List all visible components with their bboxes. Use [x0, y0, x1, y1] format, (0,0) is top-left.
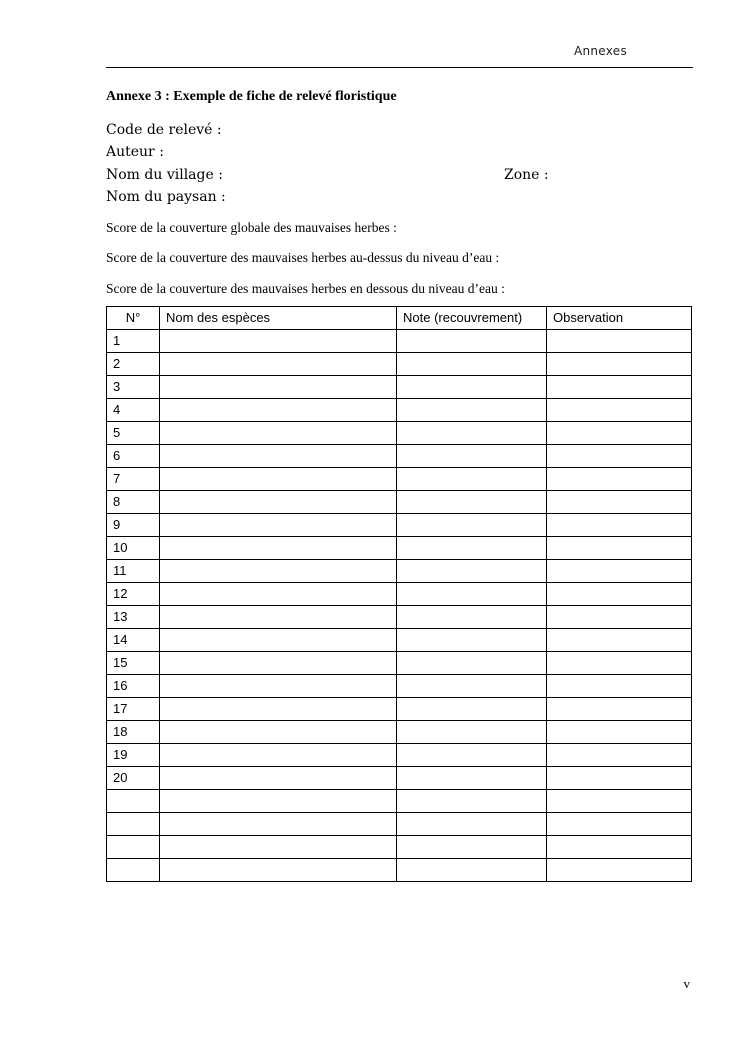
cell-observation[interactable] — [547, 790, 692, 813]
table-row — [107, 537, 692, 560]
table-row — [107, 560, 692, 583]
table-row — [107, 767, 692, 790]
cell-observation[interactable] — [547, 330, 692, 353]
table-row — [107, 744, 692, 767]
table-row — [107, 836, 692, 859]
cell-num: 11 — [107, 560, 160, 583]
cell-observation[interactable] — [547, 514, 692, 537]
cell-observation[interactable] — [547, 560, 692, 583]
cell-num: 9 — [107, 514, 160, 537]
table-row — [107, 652, 692, 675]
table-row — [107, 491, 692, 514]
cell-num — [107, 790, 160, 813]
table-header-row — [107, 307, 692, 330]
cell-observation[interactable] — [547, 813, 692, 836]
cell-num: 4 — [107, 399, 160, 422]
cell-observation[interactable] — [547, 468, 692, 491]
cell-num: 19 — [107, 744, 160, 767]
cell-num — [107, 813, 160, 836]
table-body — [107, 330, 692, 882]
cell-note[interactable] — [397, 675, 547, 698]
table-row — [107, 813, 692, 836]
cell-note[interactable] — [397, 721, 547, 744]
cell-species[interactable] — [160, 330, 397, 353]
cell-num — [107, 836, 160, 859]
cell-note[interactable] — [397, 445, 547, 468]
cell-species[interactable] — [160, 859, 397, 882]
table-row — [107, 445, 692, 468]
table-row — [107, 583, 692, 606]
cell-observation[interactable] — [547, 399, 692, 422]
running-header: Annexes — [573, 44, 627, 58]
cell-num: 6 — [107, 445, 160, 468]
table-row — [107, 629, 692, 652]
cell-observation[interactable] — [547, 491, 692, 514]
cell-num: 18 — [107, 721, 160, 744]
cell-observation[interactable] — [547, 836, 692, 859]
cell-num: 8 — [107, 491, 160, 514]
cell-note[interactable] — [397, 514, 547, 537]
col-header-num: N° — [107, 307, 160, 330]
page-number: v — [683, 976, 690, 991]
cell-note[interactable] — [397, 491, 547, 514]
cell-observation[interactable] — [547, 652, 692, 675]
cell-note[interactable] — [397, 330, 547, 353]
header-divider — [106, 67, 693, 68]
table-row — [107, 353, 692, 376]
cell-species[interactable] — [160, 698, 397, 721]
cell-num: 15 — [107, 652, 160, 675]
cell-num: 1 — [107, 330, 160, 353]
cell-species[interactable] — [160, 836, 397, 859]
cell-observation[interactable] — [547, 744, 692, 767]
cell-note[interactable] — [397, 399, 547, 422]
cell-num: 16 — [107, 675, 160, 698]
cell-observation[interactable] — [547, 422, 692, 445]
cell-num: 12 — [107, 583, 160, 606]
cell-note[interactable] — [397, 859, 547, 882]
cell-observation[interactable] — [547, 537, 692, 560]
cell-note[interactable] — [397, 353, 547, 376]
cell-species[interactable] — [160, 583, 397, 606]
cell-num — [107, 859, 160, 882]
cell-note[interactable] — [397, 790, 547, 813]
cell-note[interactable] — [397, 560, 547, 583]
cell-note[interactable] — [397, 422, 547, 445]
cell-note[interactable] — [397, 744, 547, 767]
cell-observation[interactable] — [547, 698, 692, 721]
cell-num: 17 — [107, 698, 160, 721]
field-paysan: Nom du paysan : — [106, 189, 226, 205]
cell-species[interactable] — [160, 353, 397, 376]
table-row — [107, 859, 692, 882]
cell-note[interactable] — [397, 606, 547, 629]
cell-species[interactable] — [160, 422, 397, 445]
cell-observation[interactable] — [547, 445, 692, 468]
cell-species[interactable] — [160, 445, 397, 468]
annex-title: Annexe 3 : Exemple de fiche de relevé floristique — [106, 89, 397, 104]
cell-species[interactable] — [160, 468, 397, 491]
cell-note[interactable] — [397, 537, 547, 560]
cell-species[interactable] — [160, 675, 397, 698]
cell-species[interactable] — [160, 514, 397, 537]
cell-species[interactable] — [160, 491, 397, 514]
score-dessus: Score de la couverture des mauvaises herbes au-dessus du niveau d’eau : — [106, 250, 500, 265]
col-header-observation: Observation — [547, 307, 692, 330]
cell-species[interactable] — [160, 790, 397, 813]
cell-note[interactable] — [397, 629, 547, 652]
cell-species[interactable] — [160, 744, 397, 767]
cell-num: 3 — [107, 376, 160, 399]
cell-note[interactable] — [397, 468, 547, 491]
table-row — [107, 399, 692, 422]
cell-species[interactable] — [160, 537, 397, 560]
cell-observation[interactable] — [547, 721, 692, 744]
cell-note[interactable] — [397, 583, 547, 606]
cell-observation[interactable] — [547, 583, 692, 606]
score-dessous: Score de la couverture des mauvaises herbes en dessous du niveau d’eau : — [106, 281, 505, 296]
table-row — [107, 721, 692, 744]
cell-species[interactable] — [160, 629, 397, 652]
table-row — [107, 330, 692, 353]
table-row — [107, 698, 692, 721]
table-row — [107, 514, 692, 537]
cell-observation[interactable] — [547, 675, 692, 698]
field-zone: Zone : — [504, 167, 549, 183]
cell-species[interactable] — [160, 721, 397, 744]
col-header-note: Note (recouvrement) — [397, 307, 547, 330]
cell-species[interactable] — [160, 652, 397, 675]
cell-num: 7 — [107, 468, 160, 491]
table-row — [107, 376, 692, 399]
cell-species[interactable] — [160, 399, 397, 422]
cell-species[interactable] — [160, 376, 397, 399]
cell-note[interactable] — [397, 652, 547, 675]
cell-species[interactable] — [160, 767, 397, 790]
field-village: Nom du village : — [106, 167, 223, 183]
cell-observation[interactable] — [547, 767, 692, 790]
cell-num: 14 — [107, 629, 160, 652]
cell-num: 13 — [107, 606, 160, 629]
cell-species[interactable] — [160, 813, 397, 836]
table-row — [107, 790, 692, 813]
cell-observation[interactable] — [547, 859, 692, 882]
cell-num: 5 — [107, 422, 160, 445]
col-header-species: Nom des espèces — [160, 307, 397, 330]
score-globale: Score de la couverture globale des mauvaises herbes : — [106, 220, 397, 235]
cell-observation[interactable] — [547, 353, 692, 376]
cell-note[interactable] — [397, 698, 547, 721]
cell-note[interactable] — [397, 836, 547, 859]
table-row — [107, 606, 692, 629]
cell-num: 2 — [107, 353, 160, 376]
cell-num: 20 — [107, 767, 160, 790]
cell-observation[interactable] — [547, 606, 692, 629]
cell-observation[interactable] — [547, 376, 692, 399]
releve-table — [106, 306, 692, 882]
cell-note[interactable] — [397, 376, 547, 399]
cell-species[interactable] — [160, 560, 397, 583]
field-auteur: Auteur : — [106, 144, 164, 160]
field-code-releve: Code de relevé : — [106, 122, 222, 138]
table-row — [107, 468, 692, 491]
cell-observation[interactable] — [547, 629, 692, 652]
table-row — [107, 422, 692, 445]
cell-species[interactable] — [160, 606, 397, 629]
cell-note[interactable] — [397, 767, 547, 790]
cell-note[interactable] — [397, 813, 547, 836]
table-row — [107, 675, 692, 698]
cell-num: 10 — [107, 537, 160, 560]
